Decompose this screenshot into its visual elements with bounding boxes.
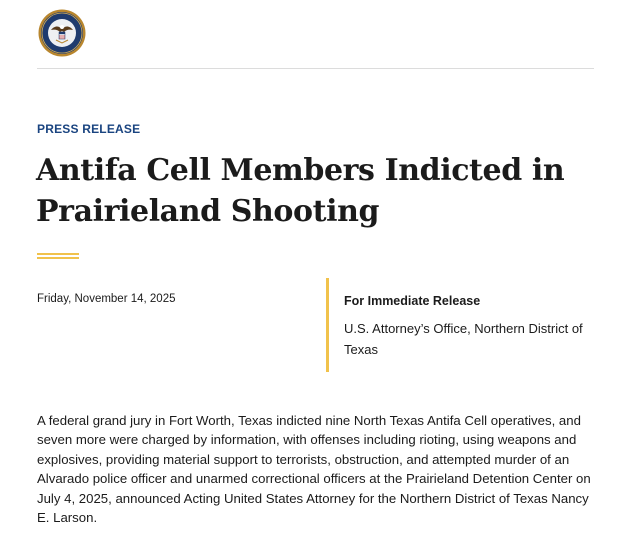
release-type: For Immediate Release	[344, 294, 481, 308]
article-body: A federal grand jury in Fort Worth, Texas indicted nine North Texas Antifa Cell operatives, and seven more were charged by information, with offenses including rioting, using weapons and explosives, providing material support to terrorists, obstruction, and attempted murder of an Alvarado police officer and unarmed correctional officers at the Prairieland Detention Center on July 4, 2025, announced Acting United States Attorney for the Northern District of Texas Nancy E. Larson.	[37, 413, 591, 526]
issuing-office: U.S. Attorney’s Office, Northern District of Texas	[344, 321, 583, 357]
page-title: Antifa Cell Members Indicted in Prairieland Shooting	[36, 153, 565, 229]
release-info-accent-bar	[326, 278, 329, 372]
title-accent-rule-2	[37, 257, 79, 259]
title-accent-rule	[37, 253, 79, 255]
header-divider	[37, 68, 594, 69]
release-date: Friday, November 14, 2025	[37, 293, 176, 305]
doj-seal-icon[interactable]	[38, 9, 86, 57]
category-label: PRESS RELEASE	[37, 122, 141, 136]
